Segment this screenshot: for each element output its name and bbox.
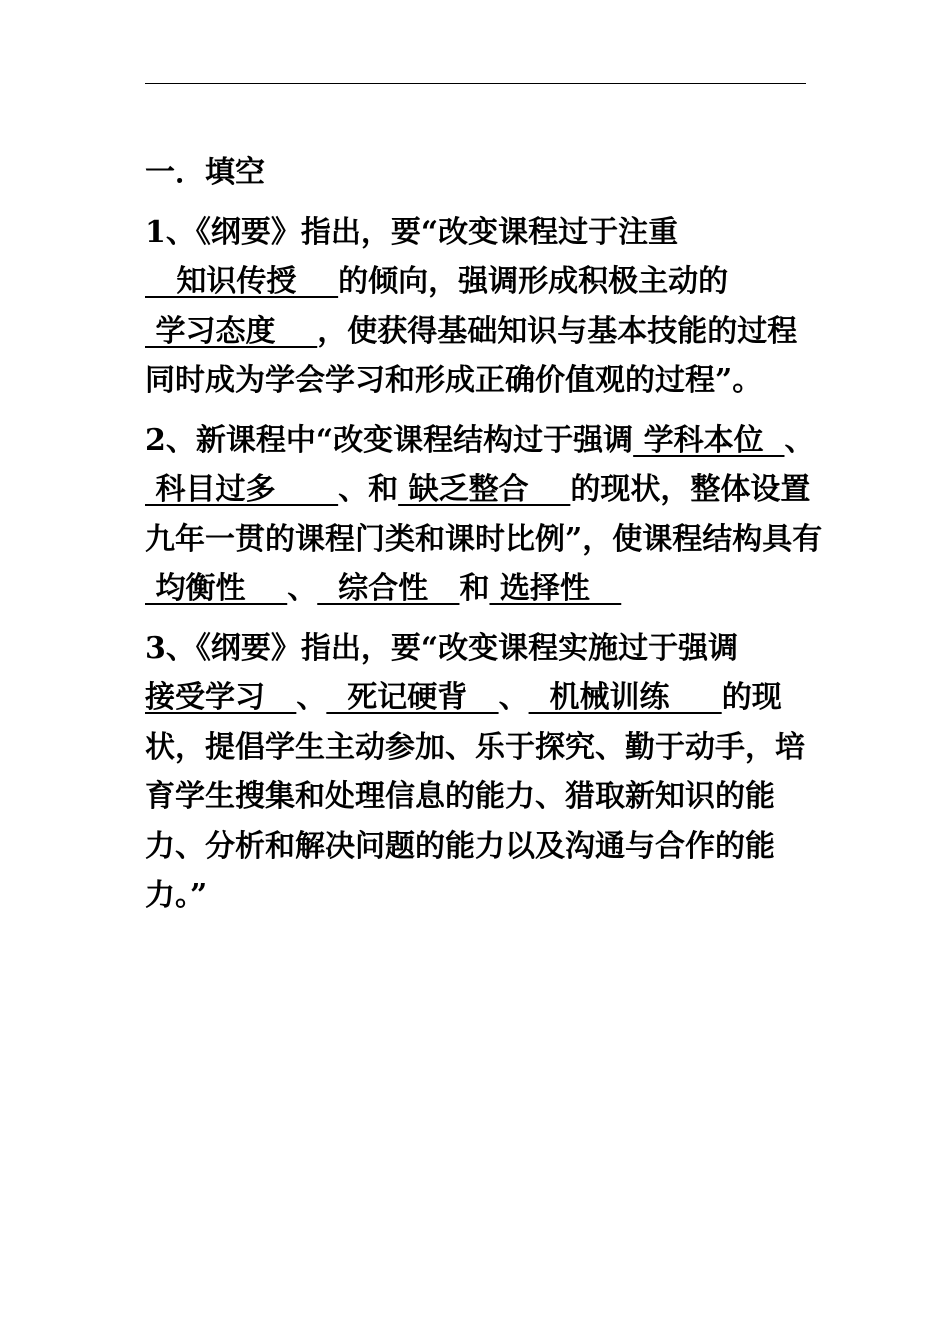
question-text: 、	[287, 571, 318, 606]
answer-blank: 机械训练	[528, 680, 722, 715]
answer-blank: 知识传授	[145, 264, 339, 299]
question-1	[145, 208, 825, 406]
question-text: 3、《纲要》指出，要“改变课程实施过于强调	[145, 630, 739, 666]
question-text: 、	[784, 422, 815, 458]
question-text: 、	[296, 680, 327, 715]
question-text: 1、《纲要》指出，要“改变课程过于注重	[145, 214, 679, 250]
question-text: 2、新课程中“改变课程结构过于强调	[145, 422, 634, 458]
answer-blank: 死记硬背	[326, 680, 499, 715]
answer-blank: 缺乏整合	[398, 472, 571, 507]
question-2	[145, 416, 825, 614]
answer-blank: 学科本位	[633, 422, 785, 458]
question-text: 的现状，提倡学生主动参加、乐于探究、勤于动手，培育学生搜集和处理信息的能力、猎取新知识的能力、分析和解决问题的能力以及沟通与合作的能力。”	[145, 680, 805, 913]
question-text: 和	[459, 571, 490, 606]
document-body	[145, 148, 825, 931]
question-text: 的现状，整体设置九年一贯的课程门类和课时比例”，使课程结构具有	[145, 472, 823, 557]
answer-blank: 科目过多	[145, 472, 339, 507]
answer-blank: 均衡性	[145, 571, 288, 606]
section-heading: 一．填空	[145, 155, 265, 190]
header-rule	[145, 83, 806, 84]
answer-blank: 选择性	[489, 571, 622, 606]
question-3	[145, 624, 825, 921]
answer-blank: 学习态度	[145, 313, 318, 349]
question-text: ，使获得基础知识与基本技能的过程同时成为学会学习和形成正确价值观的过程”。	[145, 313, 798, 398]
answer-blank: 接受学习	[145, 680, 297, 715]
question-text: 的倾向，强调形成积极主动的	[338, 264, 729, 299]
answer-blank: 综合性	[317, 571, 460, 606]
question-text: 、	[498, 680, 529, 715]
question-text: 、和	[338, 472, 399, 507]
